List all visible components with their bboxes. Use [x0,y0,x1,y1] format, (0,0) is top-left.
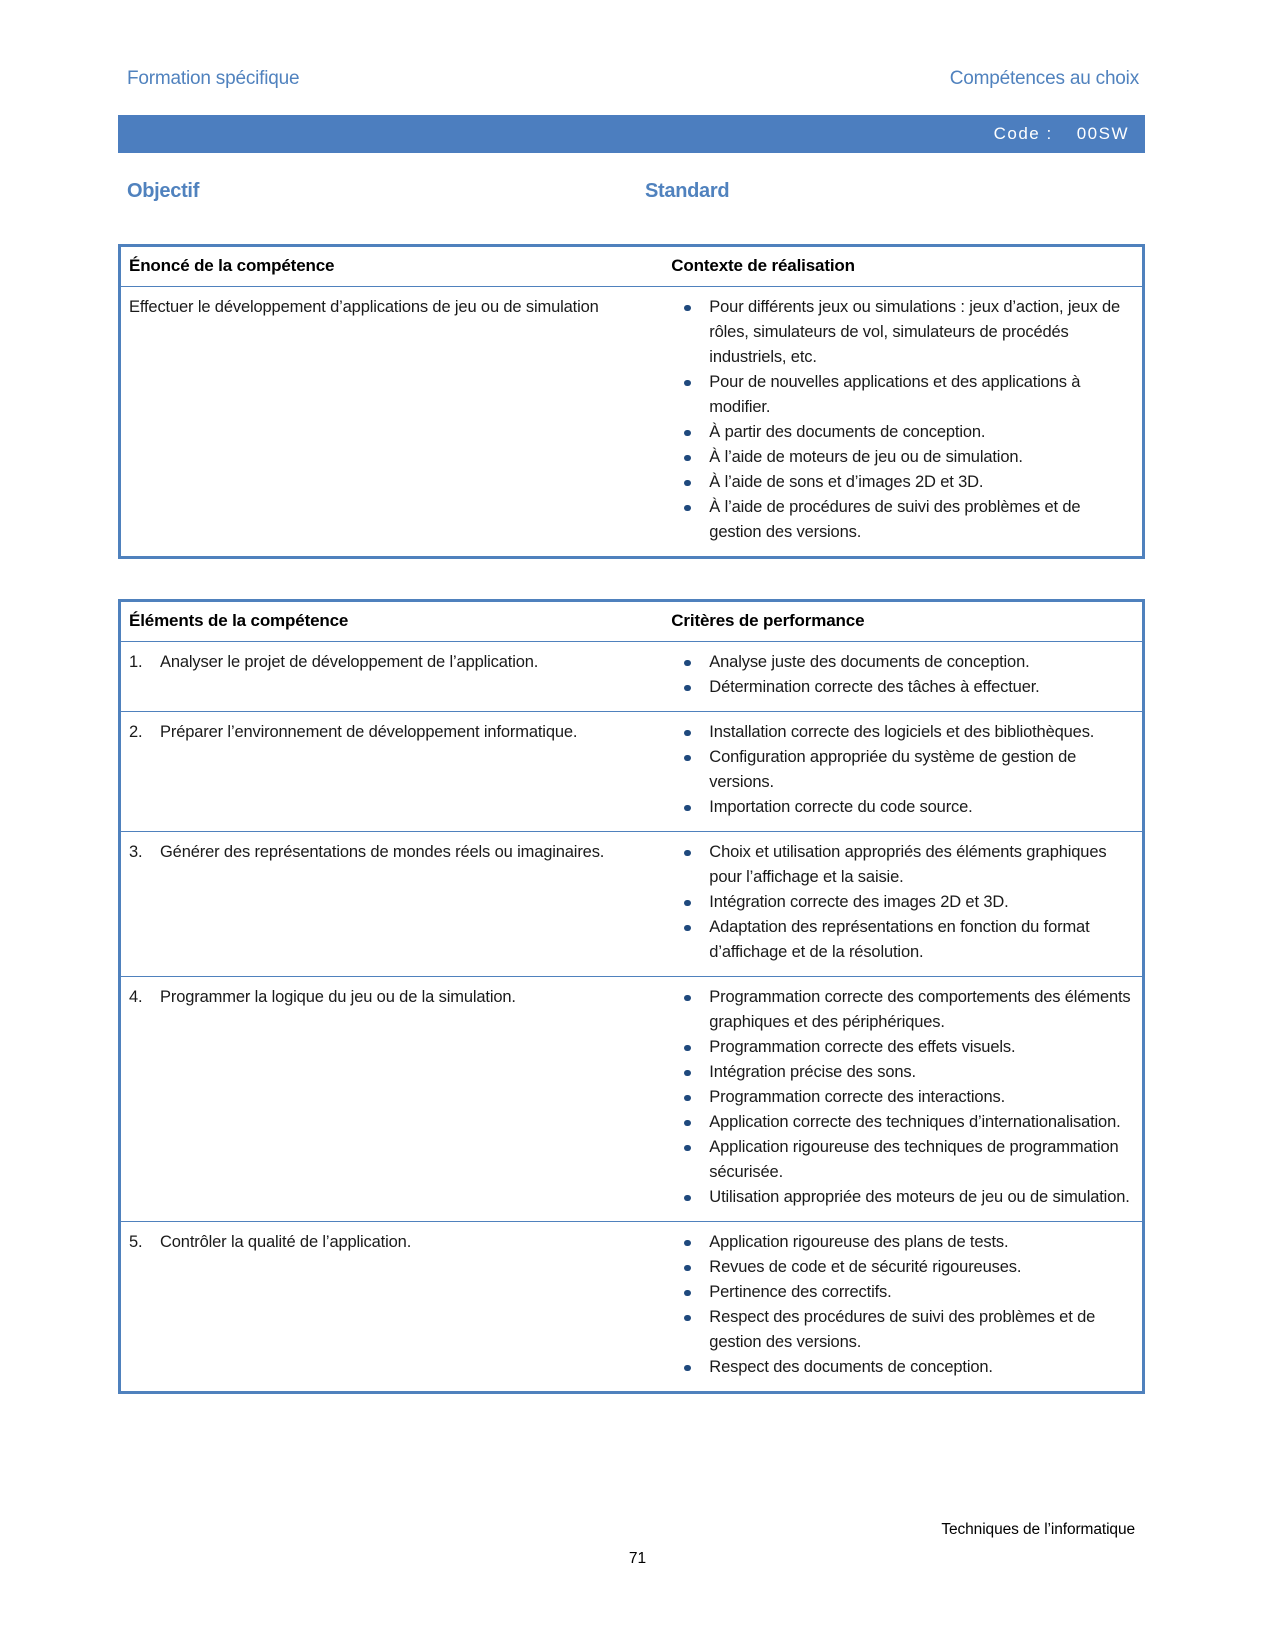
elements-table [118,599,1145,1394]
elements-table-head [120,601,1144,642]
enonce-header-row [120,246,1144,287]
footer-program-label: Techniques de l’informatique [941,1521,1135,1538]
criteres-cell [662,1222,1143,1393]
element-row [120,712,1144,832]
objectif-heading: Objectif [127,180,200,202]
code-value: 00SW [1076,124,1129,143]
element-numbered-item [129,985,656,1010]
element-number: 5. [129,1233,143,1251]
running-header [118,68,1145,90]
enonce-text: Effectuer le développement d’applications de jeu ou de simulation [129,298,599,316]
enonce-table-head [120,246,1144,287]
critere-item: Programmation correcte des comportements des éléments graphiques et des périphériques. [681,985,1136,1035]
element-cell [120,1222,663,1393]
element-number: 3. [129,843,143,861]
contexte-item: Pour différents jeux ou simulations : jeux d’action, jeux de rôles, simulateurs de vol, simulateurs de procédés industriels, etc. [681,295,1136,370]
elements-header-row [120,601,1144,642]
criteres-list [670,985,1136,1210]
enonce-table-body [120,287,1144,558]
contexte-list [670,295,1136,545]
element-numbered-item [129,840,656,865]
critere-item: Respect des documents de conception. [681,1355,1136,1380]
critere-item: Adaptation des représentations en fonction du format d’affichage et de la résolution. [681,915,1136,965]
header-left-label: Formation spécifique [127,68,300,89]
code-label: Code : [993,124,1053,143]
elements-column-header: Éléments de la compétence [120,601,663,642]
element-text: Contrôler la qualité de l’application. [160,1233,412,1251]
element-row [120,1222,1144,1393]
critere-item: Utilisation appropriée des moteurs de jeu ou de simulation. [681,1185,1136,1210]
contexte-cell [662,287,1143,558]
element-number: 2. [129,723,143,741]
element-row [120,977,1144,1222]
element-numbered-item [129,650,656,675]
critere-item: Respect des procédures de suivi des problèmes et de gestion des versions. [681,1305,1136,1355]
element-row [120,642,1144,712]
contexte-item: Pour de nouvelles applications et des applications à modifier. [681,370,1136,420]
contexte-item: À l’aide de sons et d’images 2D et 3D. [681,470,1136,495]
element-number: 1. [129,653,143,671]
criteres-column-header: Critères de performance [662,601,1143,642]
critere-item: Programmation correcte des effets visuels. [681,1035,1136,1060]
standard-heading: Standard [645,180,730,202]
enonce-table [118,244,1145,559]
critere-item: Pertinence des correctifs. [681,1280,1136,1305]
element-cell [120,977,663,1222]
critere-item: Intégration précise des sons. [681,1060,1136,1085]
critere-item: Analyse juste des documents de conception. [681,650,1136,675]
critere-item: Programmation correcte des interactions. [681,1085,1136,1110]
element-text: Générer des représentations de mondes réels ou imaginaires. [160,843,605,861]
critere-item: Application correcte des techniques d’internationalisation. [681,1110,1136,1135]
contexte-column-header: Contexte de réalisation [662,246,1143,287]
contexte-item: À partir des documents de conception. [681,420,1136,445]
page-number: 71 [628,1550,647,1567]
critere-item: Intégration correcte des images 2D et 3D. [681,890,1136,915]
element-number: 4. [129,988,143,1006]
element-text: Préparer l’environnement de développement informatique. [160,723,578,741]
enonce-column-header: Énoncé de la compétence [120,246,663,287]
element-text: Analyser le projet de développement de l’application. [160,653,539,671]
element-cell [120,712,663,832]
element-numbered-item [129,1230,656,1255]
code-banner [118,115,1145,153]
contexte-item: À l’aide de moteurs de jeu ou de simulation. [681,445,1136,470]
element-text: Programmer la logique du jeu ou de la simulation. [160,988,516,1006]
critere-item: Importation correcte du code source. [681,795,1136,820]
criteres-list [670,650,1136,700]
critere-item: Détermination correcte des tâches à effectuer. [681,675,1136,700]
criteres-cell [662,977,1143,1222]
element-cell [120,642,663,712]
element-numbered-item [129,720,656,745]
critere-item: Application rigoureuse des techniques de programmation sécurisée. [681,1135,1136,1185]
critere-item: Revues de code et de sécurité rigoureuses. [681,1255,1136,1280]
criteres-cell [662,832,1143,977]
critere-item: Application rigoureuse des plans de tests. [681,1230,1136,1255]
criteres-cell [662,642,1143,712]
enonce-row [120,287,1144,558]
critere-item: Installation correcte des logiciels et des bibliothèques. [681,720,1136,745]
criteres-cell [662,712,1143,832]
header-right-label: Compétences au choix [949,68,1139,89]
criteres-list [670,1230,1136,1380]
contexte-item: À l’aide de procédures de suivi des problèmes et de gestion des versions. [681,495,1136,545]
critere-item: Configuration appropriée du système de gestion de versions. [681,745,1136,795]
section-headings [118,180,1145,207]
critere-item: Choix et utilisation appropriés des éléments graphiques pour l’affichage et la saisie. [681,840,1136,890]
element-row [120,832,1144,977]
elements-table-body [120,642,1144,1393]
criteres-list [670,720,1136,820]
enonce-cell [120,287,663,558]
element-cell [120,832,663,977]
criteres-list [670,840,1136,965]
